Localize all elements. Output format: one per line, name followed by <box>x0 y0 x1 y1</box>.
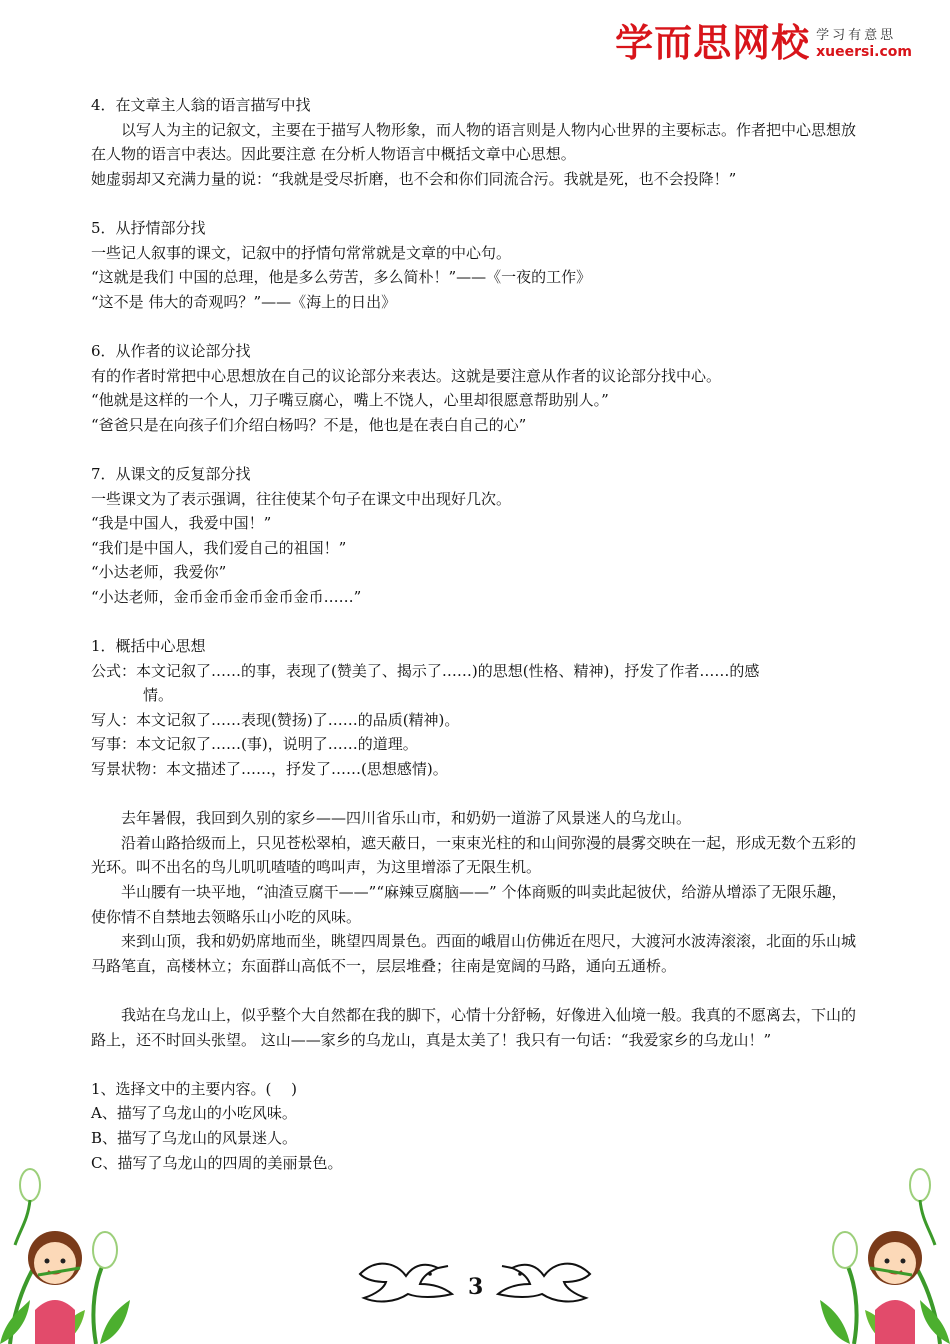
summary-formula-line-2: 情。 <box>143 686 174 705</box>
section-5-quote-2: “这不是 伟大的奇观吗？”——《海上的日出》 <box>91 292 397 311</box>
section-7-paragraph-1: 一些课文为了表示强调，往往使某个句子在课文中出现好几次。 <box>91 489 512 508</box>
document-body <box>91 93 861 1175</box>
page-number: 3 <box>468 1274 484 1300</box>
summary-formula-line-1: 公式：本文记叙了……的事，表现了(赞美了、揭示了……)的思想(性格、精神)，抒发了作者……的感 <box>91 661 760 680</box>
section-6-quote-2: “爸爸只是在向孩子们介绍白杨吗？不是，他也是在表白自己的心” <box>91 415 527 434</box>
question-stem: 1、选择文中的主要内容。( ) <box>91 1079 298 1098</box>
essay-paragraph-2: 沿着山路拾级而上，只见苍松翠柏，遮天蔽日，一束束光柱的和山间弥漫的晨雾交映在一起，形成无数个五彩的光环。叫不出名的鸟儿叽叽喳喳的鸣叫声，为这里增添了无限生机。 <box>91 833 857 877</box>
essay-paragraph-5: 我站在乌龙山上，似乎整个大自然都在我的脚下，心情十分舒畅，好像进入仙境一般。我真的不愿离去，下山的路上，还不时回头张望。 这山——家乡的乌龙山，真是太美了！我只有一句话：“我爱家乡的乌龙山！” <box>91 1005 857 1049</box>
essay-paragraph-4: 来到山顶，我和奶奶席地而坐，眺望四周景色。西面的峨眉山仿佛近在咫尺，大渡河水波涛滚滚，北面的乐山城马路笔直，高楼林立；东面群山高低不一，层层堆叠；往南是宽阔的马路，通向五通桥。 <box>91 932 857 975</box>
question-option-c: C、描写了乌龙山的四周的美丽景色。 <box>91 1153 343 1172</box>
brand-name: 学而思网校 <box>615 21 811 65</box>
left-girl-flower-decoration <box>0 1150 130 1344</box>
summary-person: 写人：本文记叙了……表现(赞扬)了……的品质(精神)。 <box>91 710 460 729</box>
brand-url: xueersi.com <box>816 44 912 60</box>
section-5-paragraph-1: 一些记人叙事的课文，记叙中的抒情句常常就是文章的中心句。 <box>91 243 512 262</box>
section-7-title: 7．从课文的反复部分找 <box>91 464 251 483</box>
section-7-quote-4: “小达老师，金币金币金币金币金币……” <box>91 587 362 606</box>
summary-scene: 写景状物：本文描述了……，抒发了……(思想感情)。 <box>91 760 448 779</box>
left-dove-icon <box>356 1254 456 1310</box>
section-7-quote-3: “小达老师，我爱你” <box>91 563 227 582</box>
section-7-quote-1: “我是中国人，我爱中国！” <box>91 514 272 533</box>
section-5-title: 5．从抒情部分找 <box>91 218 206 237</box>
section-6-quote-1: “他就是这样的一个人，刀子嘴豆腐心，嘴上不饶人，心里却很愿意帮助别人。” <box>91 391 609 410</box>
right-dove-icon <box>494 1254 594 1310</box>
brand-logo <box>615 20 912 72</box>
brand-side <box>816 20 912 61</box>
summary-title: 1．概括中心思想 <box>91 637 206 656</box>
essay-paragraph-1: 去年暑假，我回到久别的家乡——四川省乐山市，和奶奶一道游了风景迷人的乌龙山。 <box>121 809 692 828</box>
section-4-quote: 她虚弱却又充满力量的说：“我就是受尽折磨，也不会和你们同流合污。我就是死，也不会投降！” <box>91 169 737 188</box>
section-7-quote-2: “我们是中国人，我们爱自己的祖国！” <box>91 538 347 557</box>
brand-slogan: 学习有意思 <box>816 28 897 43</box>
question-option-a: A、描写了乌龙山的小吃风味。 <box>91 1104 297 1123</box>
section-6-title: 6．从作者的议论部分找 <box>91 341 251 360</box>
right-girl-flower-decoration <box>820 1150 950 1344</box>
section-5-quote-1: “这就是我们 中国的总理，他是多么劳苦，多么简朴！”——《一夜的工作》 <box>91 268 592 287</box>
question-option-b: B、描写了乌龙山的风景迷人。 <box>91 1128 298 1147</box>
essay-paragraph-3: 半山腰有一块平地，“油渣豆腐干——”“麻辣豆腐脑——” 个体商贩的叫卖此起彼伏，给游从增添了无限乐趣，使你情不自禁地去领略乐山小吃的风味。 <box>91 883 847 926</box>
section-6-paragraph-1: 有的作者时常把中心思想放在自己的议论部分来表达。这就是要注意从作者的议论部分找中心。 <box>91 366 722 385</box>
section-4-paragraph-1: 以写人为主的记叙文，主要在于描写人物形象，而人物的语言则是人物内心世界的主要标志。作者把中心思想放在人物的语言中表达。因此要注意 在分析人物语言中概括文章中心思想。 <box>91 120 857 164</box>
section-4-title: 4．在文章主人翁的语言描写中找 <box>91 96 311 114</box>
summary-event: 写事：本文记叙了……(事)，说明了……的道理。 <box>91 735 418 754</box>
